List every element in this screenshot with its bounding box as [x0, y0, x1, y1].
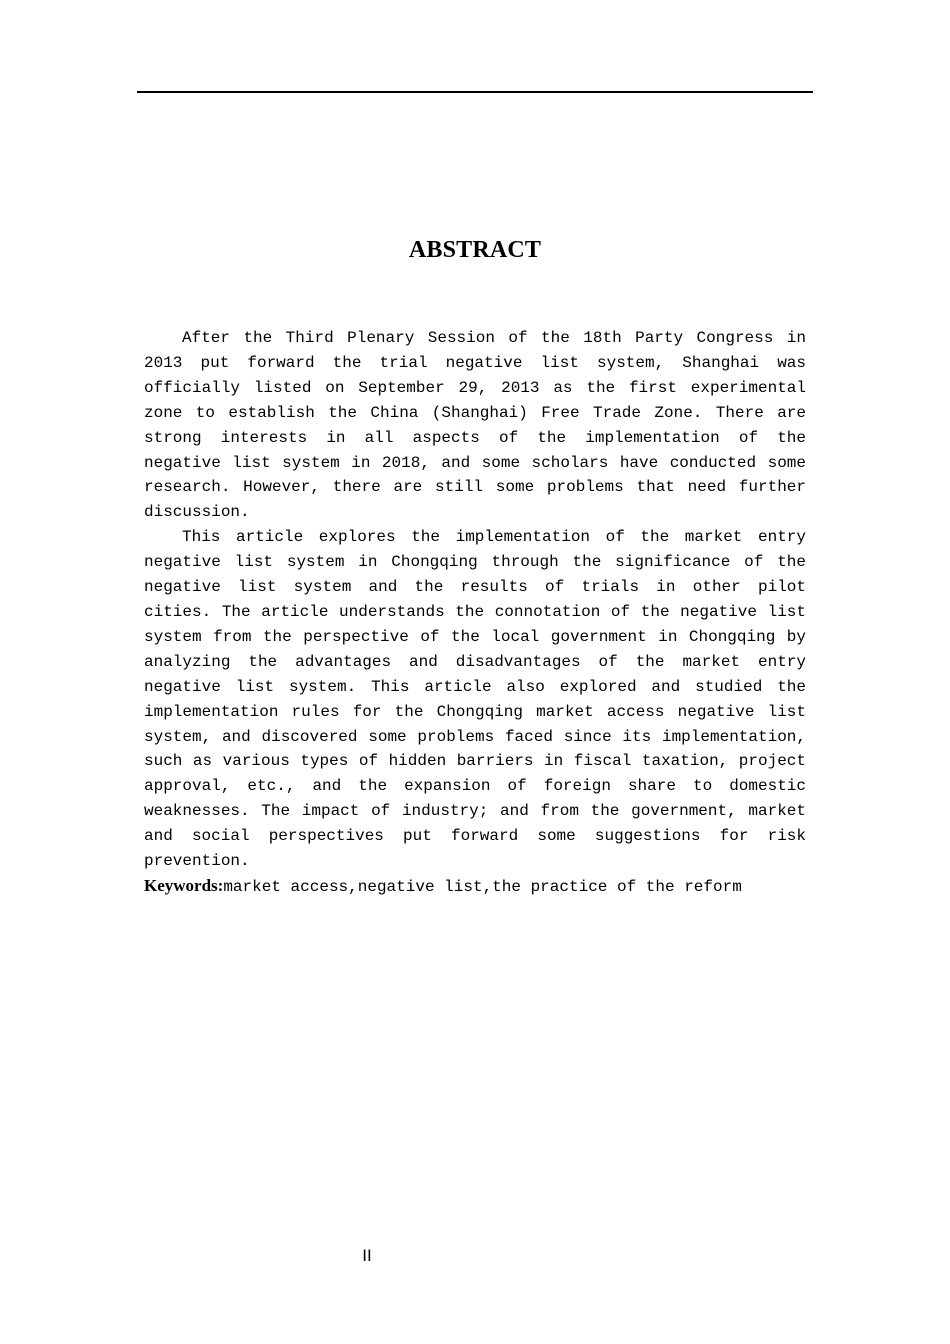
header-rule	[137, 91, 813, 93]
keywords-label: Keywords:	[144, 875, 224, 895]
abstract-paragraph-1: After the Third Plenary Session of the 18th Party Congress in 2013 put forward the trial negative list system, Shanghai was officially listed on September 29, 2013 as the first experimental zone to establish the China (Shanghai) Free Trade Zone. There are strong interests in all aspects of the implementation of the negative list system in 2018, and some scholars have conducted some research. However, there are still some problems that need further discussion.	[144, 329, 806, 522]
abstract-paragraph-2: This article explores the implementation of the market entry negative list system in Chongqing through the significance of the negative list system and the results of trials in other pilot cities. The article understands the connotation of the negative list system from the perspective of the local government in Chongqing by analyzing the advantages and disadvantages of the market entry negative list system. This article also explored and studied the implementation rules for the Chongqing market access negative list system, and discovered some problems faced since its implementation, such as various types of hidden barriers in fiscal taxation, project approval, etc., and the expansion of foreign share to domestic weaknesses. The impact of industry; and from the government, market and social perspectives put forward some suggestions for risk prevention.	[144, 528, 806, 871]
keywords-line	[144, 874, 806, 900]
page-number: II	[362, 1246, 372, 1265]
abstract-body	[144, 326, 806, 900]
abstract-title: ABSTRACT	[408, 237, 542, 263]
keywords-text: market access,negative list,the practice of the reform	[223, 877, 742, 896]
